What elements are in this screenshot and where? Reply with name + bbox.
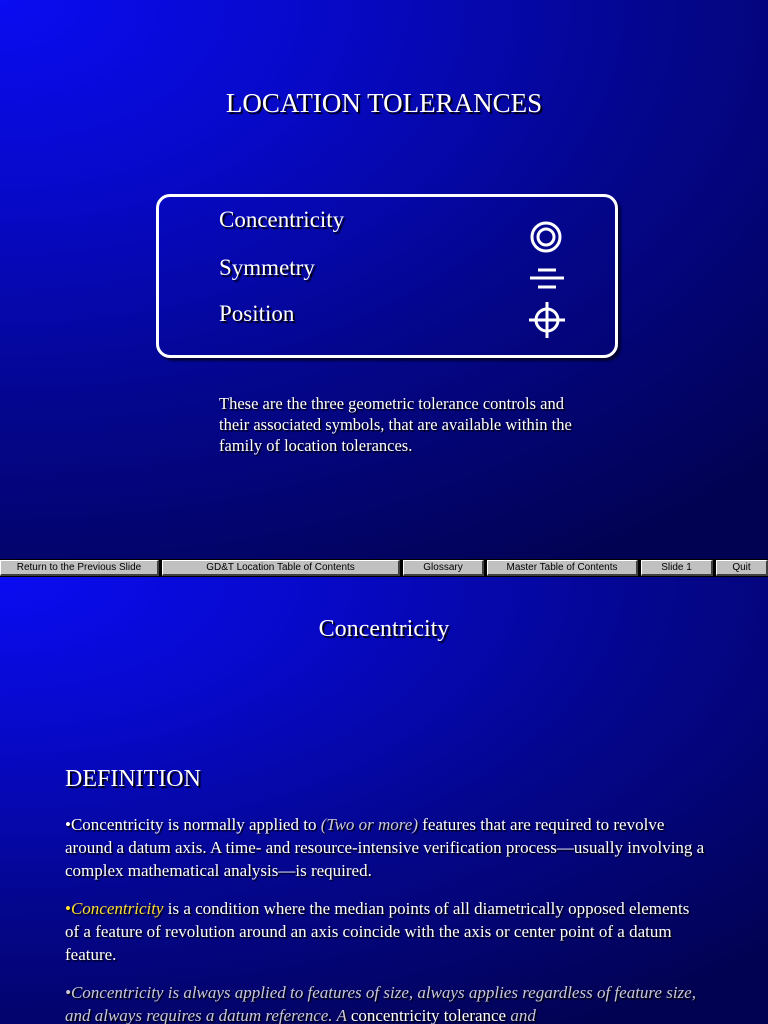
two-or-more-emphasis: (Two or more) [320,815,418,834]
concentricity-symbol-icon [527,218,565,256]
definition-heading: DEFINITION [65,766,201,792]
master-toc-button[interactable]: Master Table of Contents [487,560,638,576]
slide-title: LOCATION TOLERANCES [225,88,543,118]
concentricity-tolerance-term: concentricity tolerance [350,1006,507,1024]
glossary-button[interactable]: Glossary [403,560,484,576]
tolerance-label-symmetry: Symmetry [219,255,315,280]
definition-paragraph-1 [65,813,705,882]
tolerance-description: These are the three geometric tolerance controls and their associated symbols, that are available within the family of location tolerances. [219,394,572,455]
paragraph-text: features that are required to revolve around a datum axis. A time- and resource-intensive verification process—usually involving a complex mathematical analysis—is required. [65,815,705,880]
tolerance-label-position: Position [219,301,295,326]
slide-navigation-bar [0,559,768,577]
slide-title: Concentricity [318,616,450,642]
slide-number-button[interactable]: Slide 1 [641,560,713,576]
definition-paragraph-3 [65,981,705,1024]
concentricity-term: Concentricity [70,899,164,918]
quit-button[interactable]: Quit [716,560,768,576]
bullet: • [65,899,71,918]
paragraph-text: and [506,1006,536,1024]
tolerance-label-concentricity: Concentricity [219,207,345,232]
location-toc-button[interactable]: GD&T Location Table of Contents [162,560,400,576]
paragraph-text: •Concentricity is normally applied to [65,815,321,834]
paragraph-text: is a condition where the median points of all diametrically opposed elements of a feature of revolution around an axis coincide with the axis or center point of a datum feature. [65,899,690,964]
paragraph-text: •Concentricity is always applied to features of size, always applies regardless of feature size, and always requires a datum reference. A [65,983,696,1024]
definition-paragraph-2 [65,897,705,966]
symmetry-symbol-icon [528,266,566,292]
previous-slide-button[interactable]: Return to the Previous Slide [0,560,159,576]
slide-concentricity [0,577,768,1024]
position-symbol-icon [527,300,567,340]
